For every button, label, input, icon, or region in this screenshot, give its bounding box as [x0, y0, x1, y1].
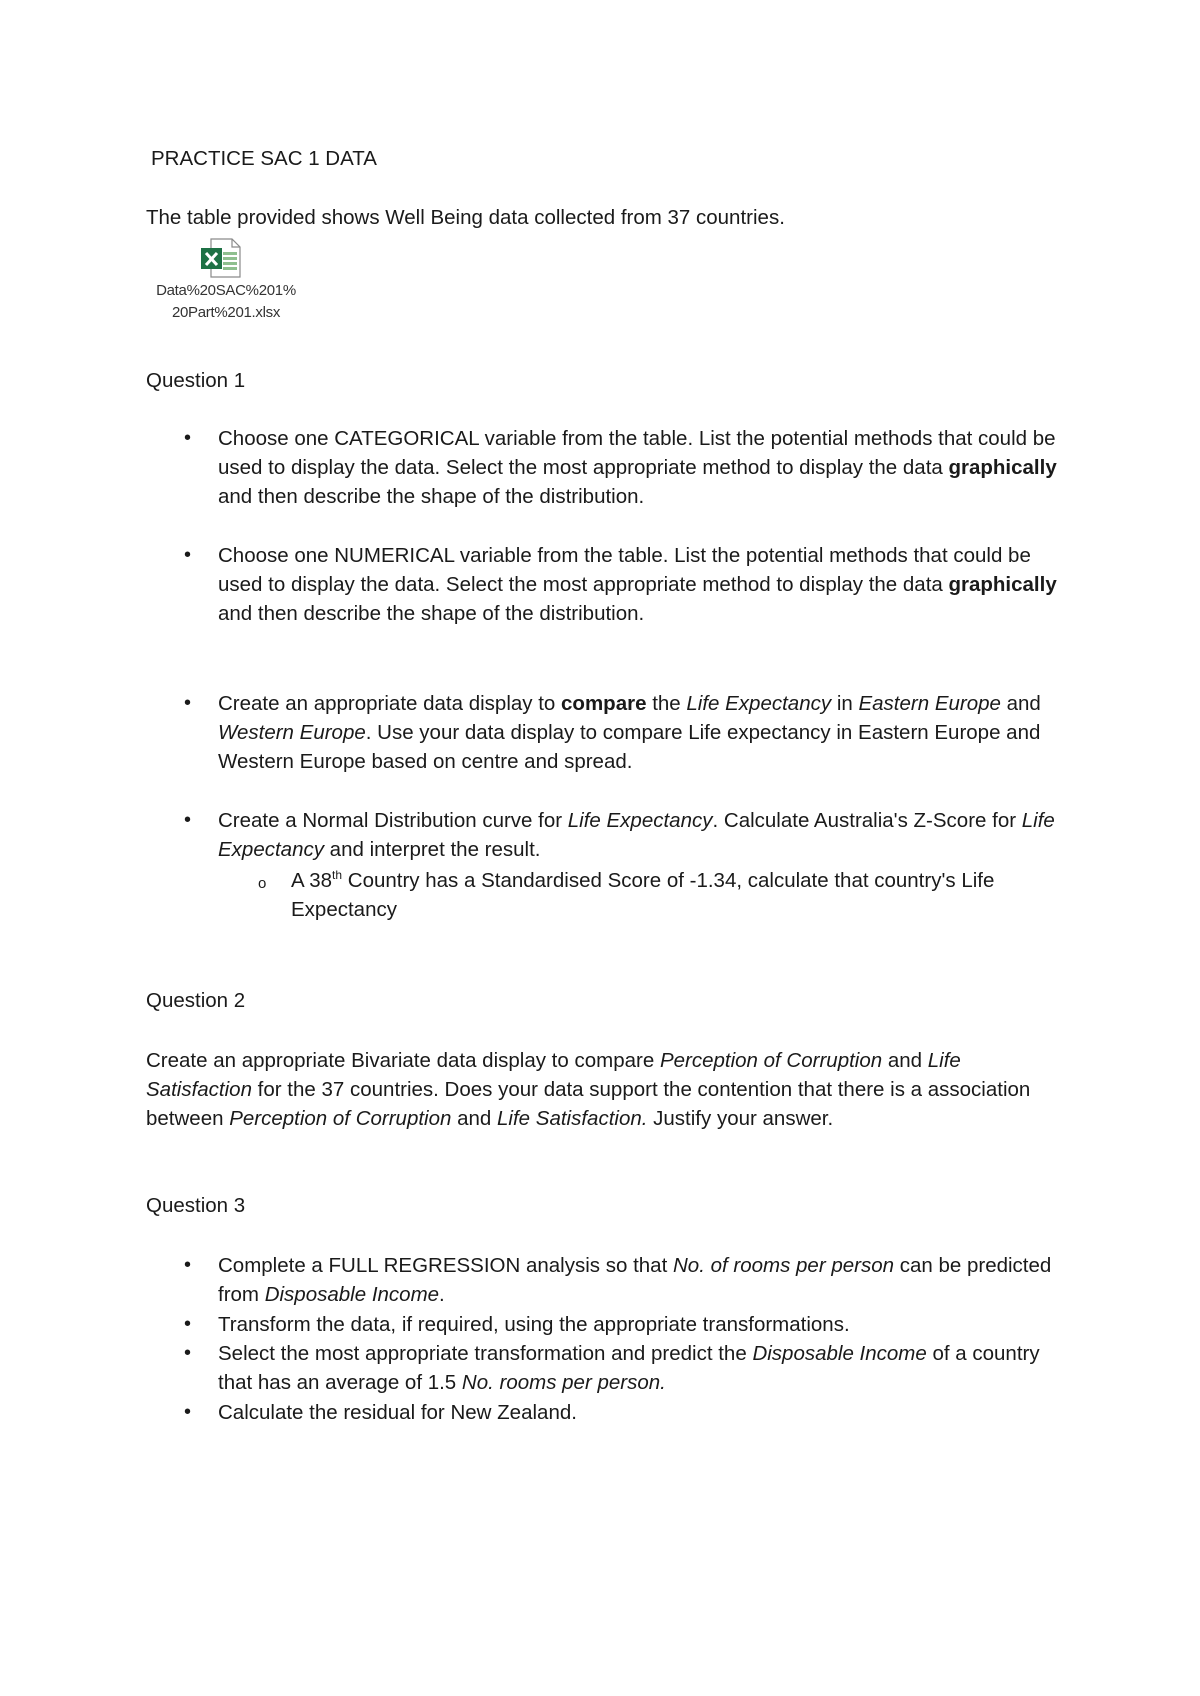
bullet-icon: •	[184, 1342, 192, 1364]
list-item: • Calculate the residual for New Zealand.	[218, 1398, 1068, 1427]
bullet-icon: •	[184, 1254, 192, 1276]
embedded-attachment[interactable]	[146, 238, 306, 328]
bullet-icon: •	[184, 1313, 192, 1335]
intro-text: The table provided shows Well Being data collected from 37 countries.	[146, 206, 785, 229]
list-item: • Select the most appropriate transformation and predict the Disposable Income of a country that has an average of 1.5 No. rooms per person.	[218, 1339, 1068, 1397]
attachment-filename	[146, 280, 306, 324]
list-item: • Create a Normal Distribution curve for Life Expectancy. Calculate Australia's Z-Score for Life Expectancy and interpret the result.	[218, 806, 1068, 864]
question-1-heading: Question 1	[146, 369, 246, 392]
bullet-icon: •	[184, 1401, 192, 1423]
attachment-filename-line1: Data%20SAC%201%	[156, 282, 296, 299]
list-item: • Create an appropriate data display to compare the Life Expectancy in Eastern Europe and Western Europe. Use your data display to compare Life expectancy in Eastern Europe and Western Europe based on centre and spread.	[218, 689, 1068, 776]
attachment-filename-line2: 20Part%201.xlsx	[171, 304, 281, 321]
bullet-icon: •	[184, 427, 192, 449]
excel-file-icon	[199, 238, 241, 286]
list-item: • Choose one CATEGORICAL variable from the table. List the potential methods that could be used to display the data. Select the most appropriate method to display the data graphically and then describe the shape of the distribution.	[218, 424, 1068, 511]
question-3-heading: Question 3	[146, 1194, 246, 1217]
question-2-text: Create an appropriate Bivariate data display to compare Perception of Corruption and Life Satisfaction for the 37 countries. Does your data support the contention that there is a association between Perception of Corruption and Life Satisfaction. Justify your answer.	[146, 1049, 1031, 1130]
list-item: • Complete a FULL REGRESSION analysis so that No. of rooms per person can be predicted from Disposable Income.	[218, 1251, 1068, 1309]
bullet-icon: •	[184, 544, 192, 566]
question-2-heading: Question 2	[146, 989, 246, 1012]
sub-list-item: o A 38th Country has a Standardised Score of -1.34, calculate that country's Life Expectancy	[258, 868, 995, 921]
bullet-icon: •	[184, 692, 192, 714]
hollow-bullet-icon: o	[258, 875, 267, 892]
page-title: PRACTICE SAC 1 DATA	[151, 147, 377, 170]
list-item: • Choose one NUMERICAL variable from the table. List the potential methods that could be used to display the data. Select the most appropriate method to display the data graphically and then describe the shape of the distribution.	[218, 541, 1068, 628]
bullet-icon: •	[184, 809, 192, 831]
list-item: • Transform the data, if required, using the appropriate transformations.	[218, 1310, 1068, 1339]
